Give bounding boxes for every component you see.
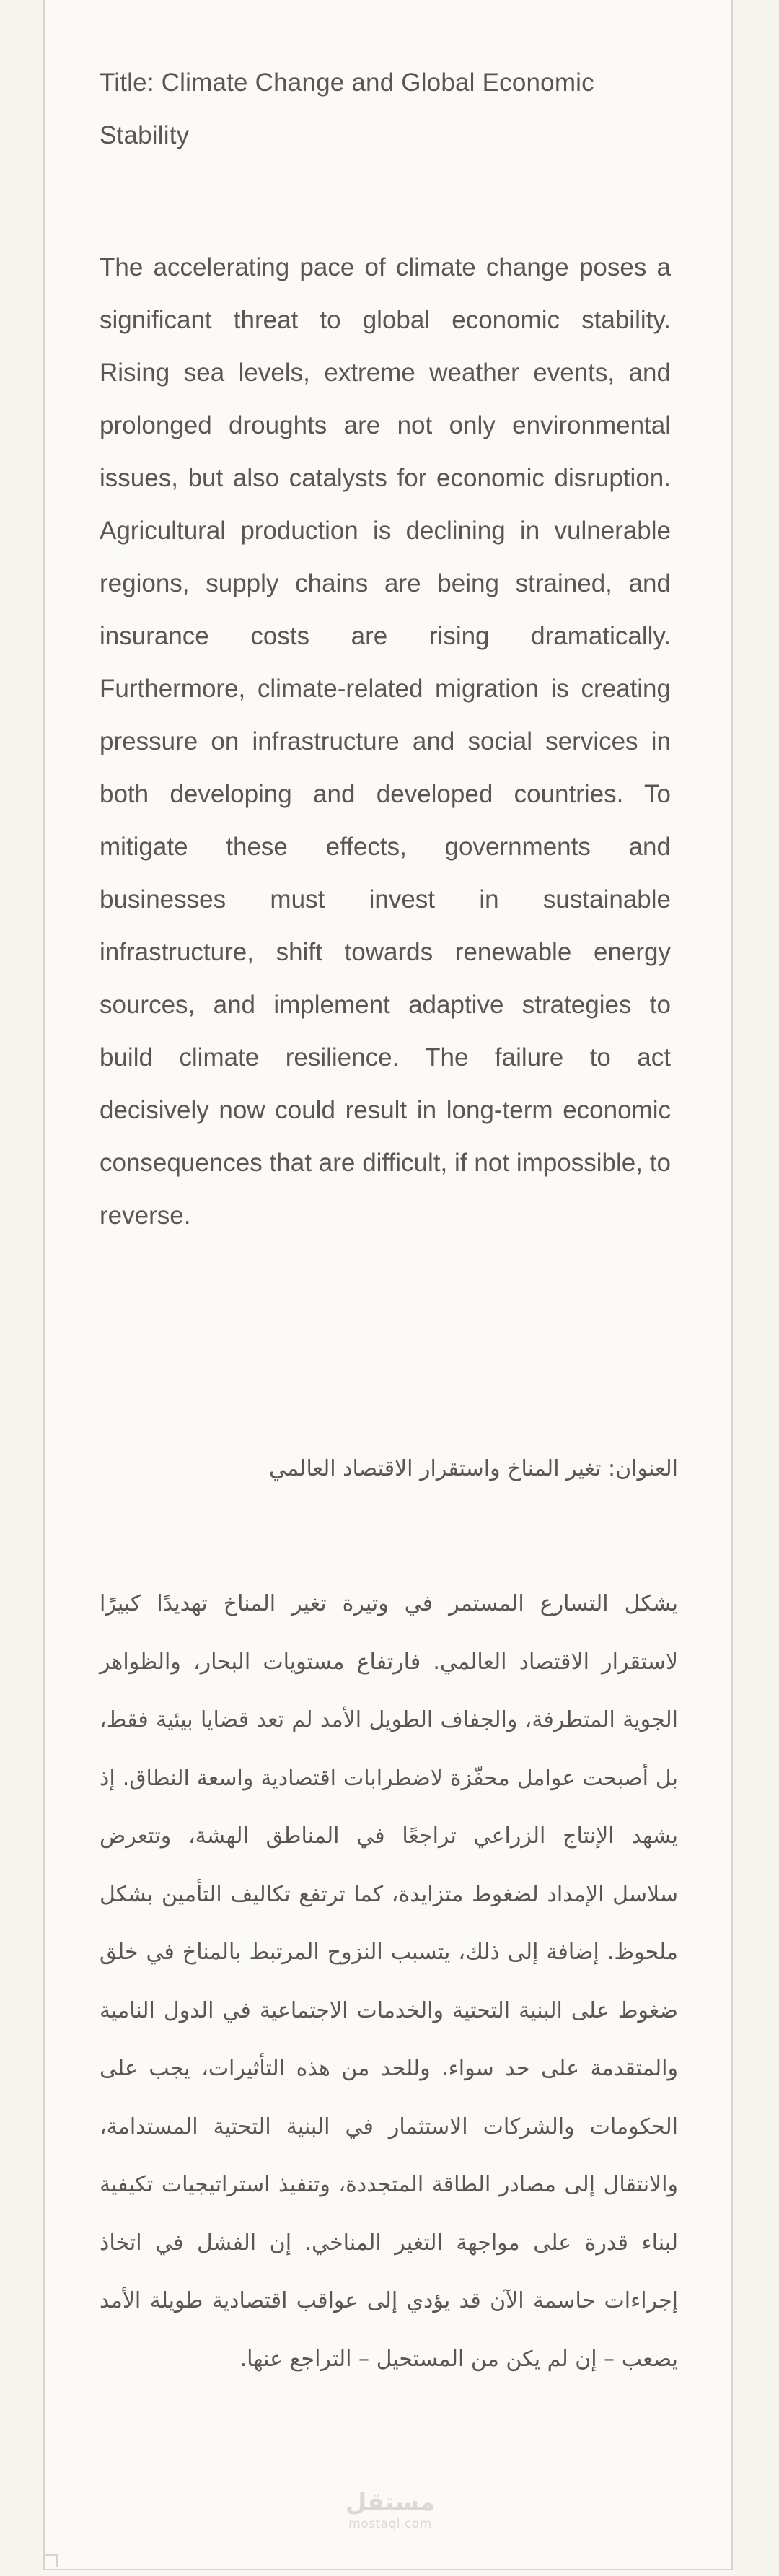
watermark-logo (336, 2488, 444, 2531)
arabic-title: العنوان: تغير المناخ واستقرار الاقتصاد العالمي (269, 1456, 678, 1481)
english-paragraph: The accelerating pace of climate change poses a significant threat to global economic stability. Rising sea levels, extreme weather events, and prolonged droughts are not only environmental issues, but also catalysts for economic disruption. Agricultural production is declining in vulnerable regions, supply chains are being strained, and insurance costs are rising dramatically. Furthermore, climate-related migration is creating pressure on infrastructure and social services in both developing and developed countries. To mitigate these effects, governments and businesses must invest in sustainable infrastructure, shift towards renewable energy sources, and implement adaptive strategies to build climate resilience. The failure to act decisively now could result in long-term economic consequences that are difficult, if not impossible, to reverse. (100, 253, 671, 1230)
watermark-sub: mostaql.com (348, 2517, 432, 2531)
corner-mark (45, 2554, 58, 2567)
english-title: Title: Climate Change and Global Economic Stability (100, 69, 594, 149)
arabic-paragraph: يشكل التسارع المستمر في وتيرة تغير المناخ تهديدًا كبيرًا لاستقرار الاقتصاد العالمي. فارتفاع مستويات البحار، والظواهر الجوية المتطرفة، والجفاف الطويل الأمد لم تعد قضايا بيئية فقط، بل أصبحت عوامل محفّزة لاضطرابات اقتصادية واسعة النطاق. إذ يشهد الإنتاج الزراعي تراجعًا في المناطق الهشة، وتتعرض سلاسل الإمداد لضغوط متزايدة، كما ترتفع تكاليف التأمين بشكل ملحوظ. إضافة إلى ذلك، يتسبب النزوح المرتبط بالمناخ في خلق ضغوط على البنية التحتية والخدمات الاجتماعية في الدول النامية والمتقدمة على حد سواء. وللحد من هذه التأثيرات، يجب على الحكومات والشركات الاستثمار في البنية التحتية المستدامة، والانتقال إلى مصادر الطاقة المتجددة، وتنفيذ استراتيجيات تكيفية لبناء قدرة على مواجهة التغير المناخي. إن الفشل في اتخاذ إجراءات حاسمة الآن قد يؤدي إلى عواقب اقتصادية طويلة الأمد يصعب – إن لم يكن من المستحيل – التراجع عنها. (100, 1591, 678, 2372)
watermark-main: مستقل (345, 2488, 436, 2517)
